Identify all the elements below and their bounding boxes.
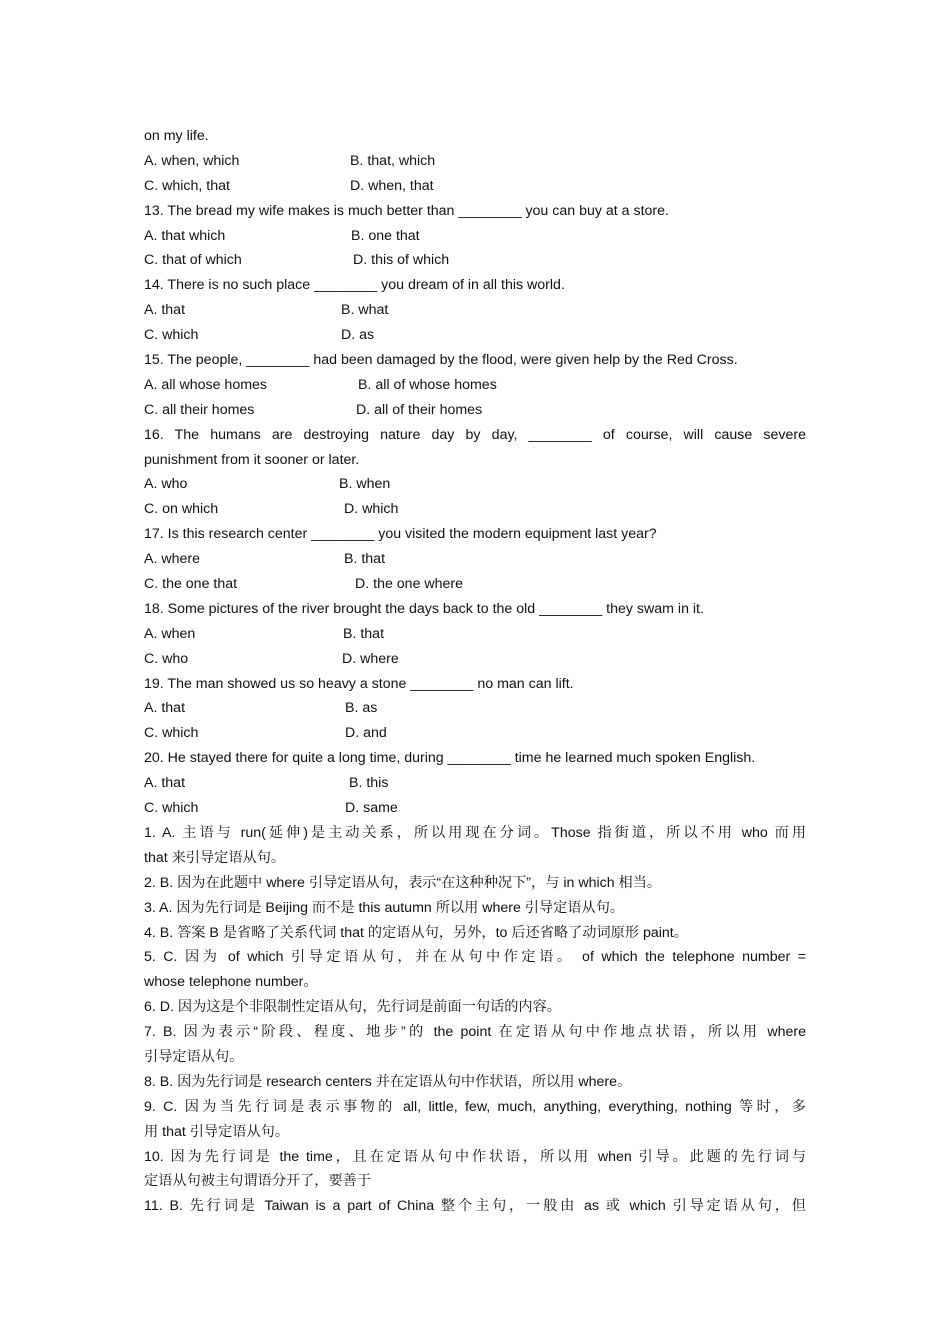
option-right: D. as	[341, 327, 375, 344]
options-row	[144, 547, 806, 572]
option-left: A. when	[144, 625, 196, 642]
text-line	[144, 995, 806, 1020]
line-text: 引导定语从句。	[144, 1048, 244, 1065]
line-text: 6. D. 因为这是个非限制性定语从句，先行词是前面一句话的内容。	[144, 999, 561, 1016]
option-right: B. this	[349, 775, 389, 792]
option-right: D. same	[345, 800, 398, 817]
text-line	[144, 199, 806, 224]
option-left: C. which	[144, 725, 199, 742]
options-row	[144, 622, 806, 647]
line-text: 17. Is this research center ________ you visited the modern equipment last year?	[144, 526, 657, 543]
text-line	[144, 821, 806, 846]
options-row	[144, 472, 806, 497]
line-text: punishment from it sooner or later.	[144, 451, 360, 468]
text-line	[144, 522, 806, 547]
option-left: C. that of which	[144, 252, 242, 269]
option-left: C. which	[144, 800, 199, 817]
option-left: A. that	[144, 302, 186, 319]
line-text: 10. 因为先行词是 the time，且在定语从句中作状语，所以用 when 引导。此题的先行词与	[144, 1148, 806, 1165]
option-right: D. which	[344, 501, 399, 518]
text-line	[144, 1169, 806, 1194]
text-line	[144, 846, 806, 871]
option-right: D. when, that	[350, 177, 434, 194]
option-right: B. that, which	[350, 152, 436, 169]
option-right: B. one that	[351, 227, 420, 244]
options-row	[144, 497, 806, 522]
option-right: D. the one where	[355, 576, 464, 593]
option-left: C. who	[144, 650, 189, 667]
line-text: 用 that 引导定语从句。	[144, 1123, 290, 1140]
option-left: C. which	[144, 327, 199, 344]
text-line	[144, 1070, 806, 1095]
options-row	[144, 323, 806, 348]
line-text: 8. B. 因为先行词是 research centers 并在定语从句中作状语，所以用 where。	[144, 1073, 632, 1090]
text-line	[144, 348, 806, 373]
option-right: B. what	[341, 302, 389, 319]
option-left: A. that	[144, 775, 186, 792]
options-row	[144, 572, 806, 597]
text-line	[144, 1095, 806, 1120]
document-body	[144, 124, 806, 1219]
options-row	[144, 248, 806, 273]
line-text: 1. A. 主语与 run(延伸)是主动关系，所以用现在分词。Those 指街道，所以不用 who 而用	[144, 824, 806, 841]
line-text: that 来引导定语从句。	[144, 849, 286, 866]
line-text: whose telephone number。	[144, 974, 318, 991]
text-line	[144, 921, 806, 946]
line-text: 7. B. 因为表示“阶段、程度、地步”的 the point 在定语从句中作地点状语，所以用 where	[144, 1024, 806, 1041]
line-text: 13. The bread my wife makes is much better than ________ you can buy at a store.	[144, 202, 669, 219]
option-left: A. when, which	[144, 152, 240, 169]
option-left: A. who	[144, 476, 188, 493]
text-line	[144, 945, 806, 970]
text-line	[144, 273, 806, 298]
line-text: 18. Some pictures of the river brought the days back to the old ________ they swam in it.	[144, 600, 704, 617]
line-text: on my life.	[144, 128, 209, 144]
option-right: B. all of whose homes	[358, 376, 497, 393]
line-text: 9. C. 因为当先行词是表示事物的 all, little, few, much, anything, everything, nothing 等时，多	[144, 1098, 806, 1115]
options-row	[144, 224, 806, 249]
text-line	[144, 1020, 806, 1045]
option-right: B. when	[339, 476, 391, 493]
option-left: C. the one that	[144, 576, 238, 593]
options-row	[144, 771, 806, 796]
options-row	[144, 398, 806, 423]
text-line	[144, 1045, 806, 1070]
line-text: 20. He stayed there for quite a long time, during ________ time he learned much spoken English.	[144, 750, 756, 767]
line-text: 3. A. 因为先行词是 Beijing 而不是 this autumn 所以用 where 引导定语从句。	[144, 899, 625, 916]
options-row	[144, 696, 806, 721]
option-left: C. which, that	[144, 177, 230, 194]
line-text: 19. The man showed us so heavy a stone ________ no man can lift.	[144, 675, 574, 692]
text-line	[144, 423, 806, 448]
text-line	[144, 124, 806, 149]
text-line	[144, 597, 806, 622]
option-left: C. all their homes	[144, 401, 255, 418]
option-right: B. that	[344, 551, 386, 568]
line-text: 15. The people, ________ had been damaged by the flood, were given help by the Red Cross.	[144, 352, 738, 369]
text-line	[144, 871, 806, 896]
option-right: B. that	[343, 625, 385, 642]
option-left: A. where	[144, 551, 200, 568]
line-text: 2. B. 因为在此题中 where 引导定语从句，表示“在这种种况下”，与 in which 相当。	[144, 874, 662, 891]
option-right: D. where	[342, 650, 399, 667]
options-row	[144, 149, 806, 174]
option-right: B. as	[345, 700, 378, 717]
options-row	[144, 721, 806, 746]
options-row	[144, 174, 806, 199]
options-row	[144, 647, 806, 672]
options-row	[144, 298, 806, 323]
line-text: 14. There is no such place ________ you dream of in all this world.	[144, 277, 565, 294]
options-row	[144, 796, 806, 821]
text-line	[144, 1194, 806, 1219]
text-line	[144, 448, 806, 473]
option-right: D. this of which	[353, 252, 450, 269]
text-line	[144, 1145, 806, 1170]
text-line	[144, 672, 806, 697]
text-line	[144, 746, 806, 771]
text-line	[144, 970, 806, 995]
option-right: D. and	[345, 725, 387, 742]
text-line	[144, 1120, 806, 1145]
line-text: 4. B. 答案 B 是省略了关系代词 that 的定语从句，另外，to 后还省略了动词原形 paint。	[144, 924, 688, 941]
line-text: 5. C. 因为 of which 引导定语从句，并在从句中作定语。 of which the telephone number =	[144, 949, 806, 966]
option-left: A. that	[144, 700, 186, 717]
options-row	[144, 373, 806, 398]
line-text: 16. The humans are destroying nature day by day, ________ of course, will cause severe	[144, 426, 806, 443]
option-left: A. that which	[144, 227, 226, 244]
option-left: C. on which	[144, 501, 219, 518]
text-line	[144, 896, 806, 921]
line-text: 定语从句被主句谓语分开了，要善于	[144, 1173, 372, 1190]
option-right: D. all of their homes	[356, 401, 483, 418]
line-text: 11. B. 先行词是 Taiwan is a part of China 整个主句，一般由 as 或 which 引导定语从句，但	[144, 1198, 806, 1215]
option-left: A. all whose homes	[144, 376, 268, 393]
